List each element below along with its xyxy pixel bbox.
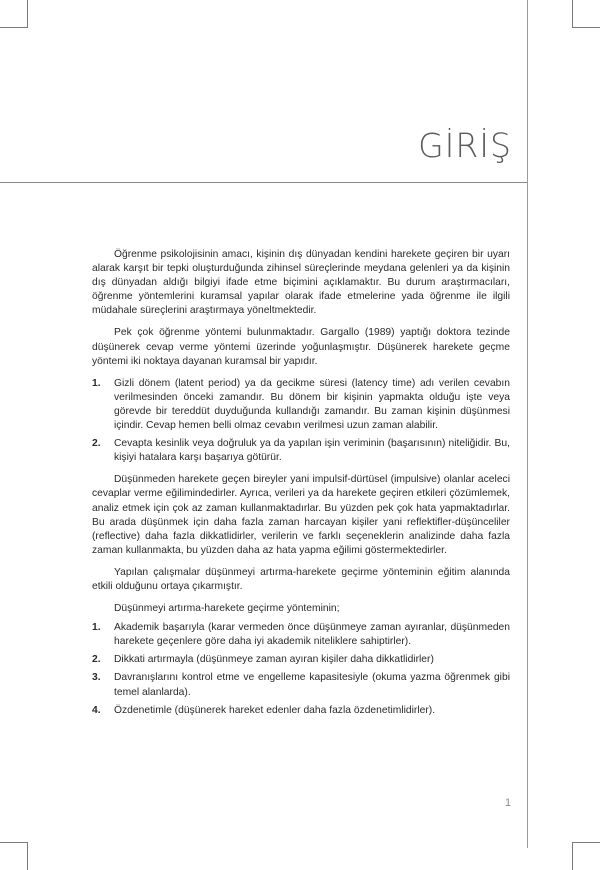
crop-mark	[572, 0, 573, 28]
numbered-list	[92, 377, 510, 466]
list-item	[92, 437, 510, 465]
list-item	[92, 671, 510, 699]
list-number: 2.	[92, 654, 101, 666]
list-item	[92, 621, 510, 649]
page-number: 1	[505, 797, 512, 809]
paragraph: Düşünmeyi artırma-harekete geçirme yönteminin;	[114, 603, 340, 615]
crop-mark	[27, 842, 28, 870]
paragraph: Düşünmeden harekete geçen bireyler yani impulsif-dürtüsel (impulsive) olanlar aceleci cevaplar verme eğilimindedirler. Ayrıca, verileri ya da harekete geçiren etkileri çözümlemek, analiz etmek için çok az zaman kullanmaktadırlar. Bu yüzden pek çok hata yapmaktadırlar. Bu arada düşünmek için daha fazla zaman harcayan kişiler yani reflektifler-düşünceliler (reflective) daha fazla dikkatlidirler, verilerin ve farklı seçeneklerin analizinde daha fazla zaman kullanmakta, bu yüzden daha az hata yapma eğilimi göstermektedirler.	[92, 474, 510, 556]
list-text: Akademik başarıyla (karar vermeden önce düşünmeye zaman ayıranlar, düşünmeden harekete geçenlere göre daha iyi akademik niteliklere sahiptirler).	[114, 622, 510, 648]
list-number: 2.	[92, 438, 101, 450]
header-rule	[0, 182, 527, 183]
list-text: Özdenetimle (düşünerek hareket edenler daha fazla özdenetimlidirler).	[114, 704, 436, 716]
crop-mark	[27, 0, 28, 28]
crop-mark	[572, 27, 600, 28]
crop-mark	[0, 27, 28, 28]
paragraph: Öğrenme psikolojisinin amacı, kişinin dış dünyadan kendini harekete geçiren bir uyarı alarak karşıt bir tepki oluşturduğunda zihinsel süreçlerinde meydana gelenleri ya da kişinin dış dünyadan aldığı bilgiyi ifade etme biçimini açıklamaktır. Bu durum araştırmacıları, öğrenme yöntemlerini kuramsal yapılar olarak ifade etmelerine yada öğrenme ile ilgili müdahale süreçlerini araştırmaya yöneltmektedir.	[92, 249, 510, 317]
list-text: Dikkati artırmayla (düşünmeye zaman ayıran kişiler daha dikkatlidirler)	[114, 654, 434, 666]
list-item	[92, 653, 510, 667]
crop-mark	[572, 842, 600, 843]
list-text: Gizli dönem (latent period) ya da gecikme süresi (latency time) adı verilen cevabın verilmesinden önceki zamandır. Bu dönem bir kişinin yapmakta olduğu işte veya görevde bir tereddüt duyduğunda kullandığı zamandır. Bu zaman kişinin düşünmesi içindir. Cevap hemen belli olmaz cevabın verilmesi uzun zaman alabilir.	[114, 377, 510, 432]
list-text: Cevapta kesinlik veya doğruluk ya da yapılan işin veriminin (başarısının) niteliğidir. Bu, kişiyi hatalara karşı başarıya götürür.	[114, 438, 510, 464]
crop-mark	[0, 842, 28, 843]
list-number: 4.	[92, 704, 101, 716]
numbered-list	[92, 621, 510, 718]
list-text: Davranışlarını kontrol etme ve engelleme kapasitesiyle (okuma yazma öğrenmek gibi temel alanlarda).	[114, 672, 510, 698]
list-number: 1.	[92, 377, 101, 389]
body-text	[92, 248, 510, 726]
list-number: 3.	[92, 672, 101, 684]
paragraph: Yapılan çalışmalar düşünmeyi artırma-harekete geçirme yönteminin eğitim alanında etkili olduğunu ortaya çıkarmıştır.	[92, 566, 510, 592]
list-number: 1.	[92, 622, 101, 634]
list-item	[92, 704, 510, 718]
crop-mark	[572, 842, 573, 870]
margin-rule	[527, 0, 528, 848]
list-item	[92, 377, 510, 433]
chapter-title: GİRİŞ	[418, 126, 512, 165]
paragraph: Pek çok öğrenme yöntemi bulunmaktadır. Gargallo (1989) yaptığı doktora tezinde düşünerek cevap verme yöntemi üzerinde yoğunlaşmıştır. Düşünerek harekete geçme yöntemi iki noktaya dayanan kuramsal bir yapıdır.	[92, 327, 510, 367]
